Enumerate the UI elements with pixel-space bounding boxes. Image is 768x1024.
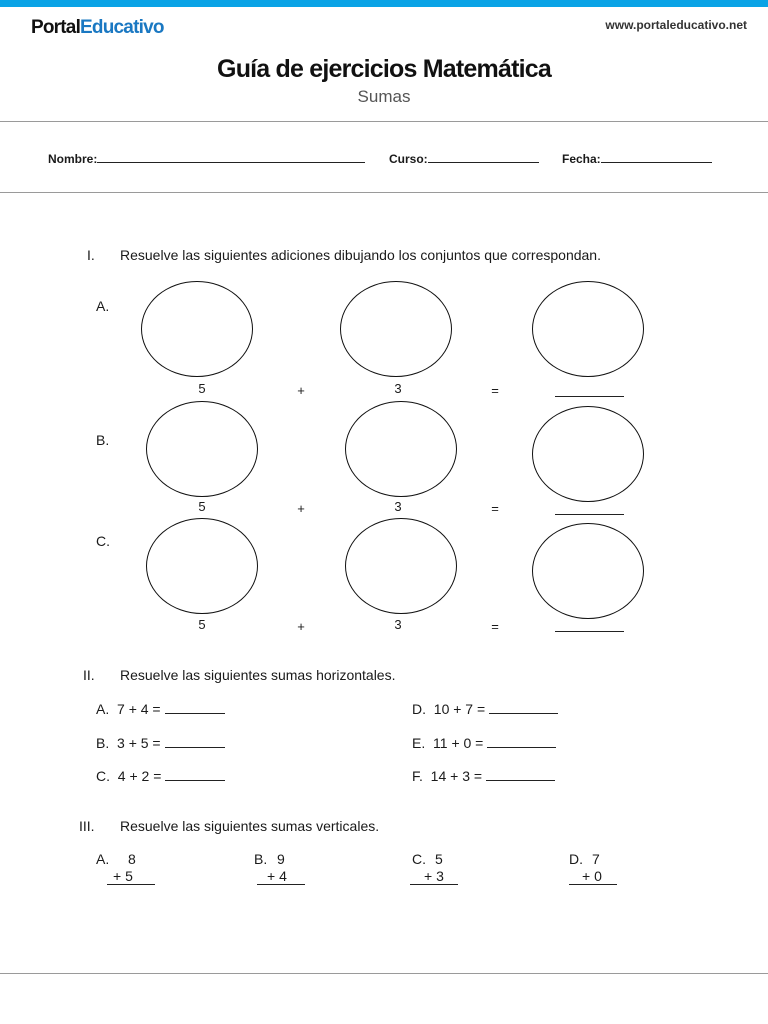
- vertical-sum-a-top: 8: [128, 851, 136, 867]
- vertical-sum-c-line: [410, 884, 458, 885]
- horizontal-sum-a: [96, 700, 225, 717]
- horizontal-sum-e: [412, 734, 556, 751]
- row-a-label: A.: [96, 298, 110, 314]
- vertical-sum-d-line: [569, 884, 617, 885]
- curso-label: Curso:: [389, 152, 428, 166]
- website-url: www.portaleducativo.net: [605, 18, 747, 32]
- vertical-sum-a-line: [107, 884, 155, 885]
- set-circle-b2: [345, 401, 457, 497]
- row-b-plus: +: [297, 501, 305, 516]
- section2-instruction: Resuelve las siguientes sumas horizontales.: [120, 667, 396, 683]
- vertical-sum-d-label: D.: [569, 851, 583, 867]
- curso-blank: [428, 150, 539, 163]
- horizontal-sum-b-label: B.: [96, 735, 110, 751]
- row-a-plus: +: [297, 383, 305, 398]
- horizontal-sum-c-blank: [165, 767, 225, 781]
- fecha-blank: [601, 150, 712, 163]
- row-c-addend2: 3: [394, 617, 402, 632]
- row-a-addend1: 5: [198, 381, 206, 396]
- set-circle-a3: [532, 281, 644, 377]
- horizontal-sum-b-blank: [165, 734, 225, 748]
- page-title: Guía de ejercicios Matemática: [217, 55, 551, 83]
- section1-instruction: Resuelve las siguientes adiciones dibujando los conjuntos que correspondan.: [120, 247, 601, 263]
- horizontal-sum-d-blank: [489, 700, 558, 714]
- row-c-answer-blank: [555, 631, 624, 632]
- horizontal-sum-d: [412, 700, 558, 717]
- horizontal-sum-c-label: C.: [96, 768, 110, 784]
- logo-text-portal: Portal: [31, 17, 81, 38]
- portal-educativo-logo: [31, 17, 164, 39]
- horizontal-sum-f: [412, 767, 555, 784]
- horizontal-sum-b: [96, 734, 225, 751]
- vertical-sum-d-top: 7: [592, 851, 600, 867]
- vertical-sum-b-line: [257, 884, 305, 885]
- fecha-field: [562, 150, 712, 166]
- vertical-sum-a-bottom: + 5: [113, 868, 133, 884]
- horizontal-sum-a-blank: [165, 700, 225, 714]
- horizontal-sum-c: [96, 767, 225, 784]
- top-accent-bar: [0, 0, 768, 7]
- vertical-sum-a-label: A.: [96, 851, 110, 867]
- set-circle-c3: [532, 523, 644, 619]
- horizontal-sum-c-expr: 4 + 2 =: [117, 768, 162, 784]
- section2-numeral: II.: [83, 667, 95, 683]
- horizontal-sum-f-blank: [486, 767, 555, 781]
- section3-numeral: III.: [79, 818, 95, 834]
- divider-bottom: [0, 973, 768, 974]
- vertical-sum-b-top: 9: [277, 851, 285, 867]
- row-b-equals: =: [491, 501, 499, 516]
- vertical-sum-b-bottom: + 4: [267, 868, 287, 884]
- set-circle-a1: [141, 281, 253, 377]
- horizontal-sum-d-expr: 10 + 7 =: [433, 701, 486, 717]
- row-c-addend1: 5: [198, 617, 206, 632]
- set-circle-b3: [532, 406, 644, 502]
- row-b-answer-blank: [555, 514, 624, 515]
- nombre-blank: [97, 150, 365, 163]
- horizontal-sum-f-expr: 14 + 3 =: [430, 768, 483, 784]
- row-b-addend1: 5: [198, 499, 206, 514]
- horizontal-sum-a-expr: 7 + 4 =: [117, 701, 161, 717]
- section3-instruction: Resuelve las siguientes sumas verticales.: [120, 818, 380, 834]
- vertical-sum-b-label: B.: [254, 851, 268, 867]
- row-a-equals: =: [491, 383, 499, 398]
- vertical-sum-c-bottom: + 3: [424, 868, 444, 884]
- row-a-answer-blank: [555, 396, 624, 397]
- fecha-label: Fecha:: [562, 152, 601, 166]
- horizontal-sum-b-expr: 3 + 5 =: [117, 735, 161, 751]
- page-subtitle: Sumas: [357, 87, 411, 106]
- row-b-addend2: 3: [394, 499, 402, 514]
- set-circle-a2: [340, 281, 452, 377]
- vertical-sum-c-label: C.: [412, 851, 426, 867]
- row-a-addend2: 3: [394, 381, 402, 396]
- nombre-label: Nombre:: [48, 152, 98, 166]
- set-circle-b1: [146, 401, 258, 497]
- logo-text-educativo: Educativo: [80, 17, 164, 38]
- horizontal-sum-e-blank: [487, 734, 556, 748]
- horizontal-sum-a-label: A.: [96, 701, 110, 717]
- horizontal-sum-e-label: E.: [412, 735, 426, 751]
- nombre-field: [48, 150, 365, 166]
- row-c-label: C.: [96, 533, 110, 549]
- horizontal-sum-f-label: F.: [412, 768, 423, 784]
- divider-top: [0, 121, 768, 122]
- row-b-label: B.: [96, 432, 110, 448]
- horizontal-sum-e-expr: 11 + 0 =: [433, 735, 484, 751]
- horizontal-sum-d-label: D.: [412, 701, 426, 717]
- set-circle-c2: [345, 518, 457, 614]
- section1-numeral: I.: [87, 247, 95, 263]
- set-circle-c1: [146, 518, 258, 614]
- vertical-sum-c-top: 5: [435, 851, 443, 867]
- divider-fields: [0, 192, 768, 193]
- curso-field: [389, 150, 539, 166]
- vertical-sum-d-bottom: + 0: [582, 868, 602, 884]
- row-c-equals: =: [491, 619, 499, 634]
- row-c-plus: +: [297, 619, 305, 634]
